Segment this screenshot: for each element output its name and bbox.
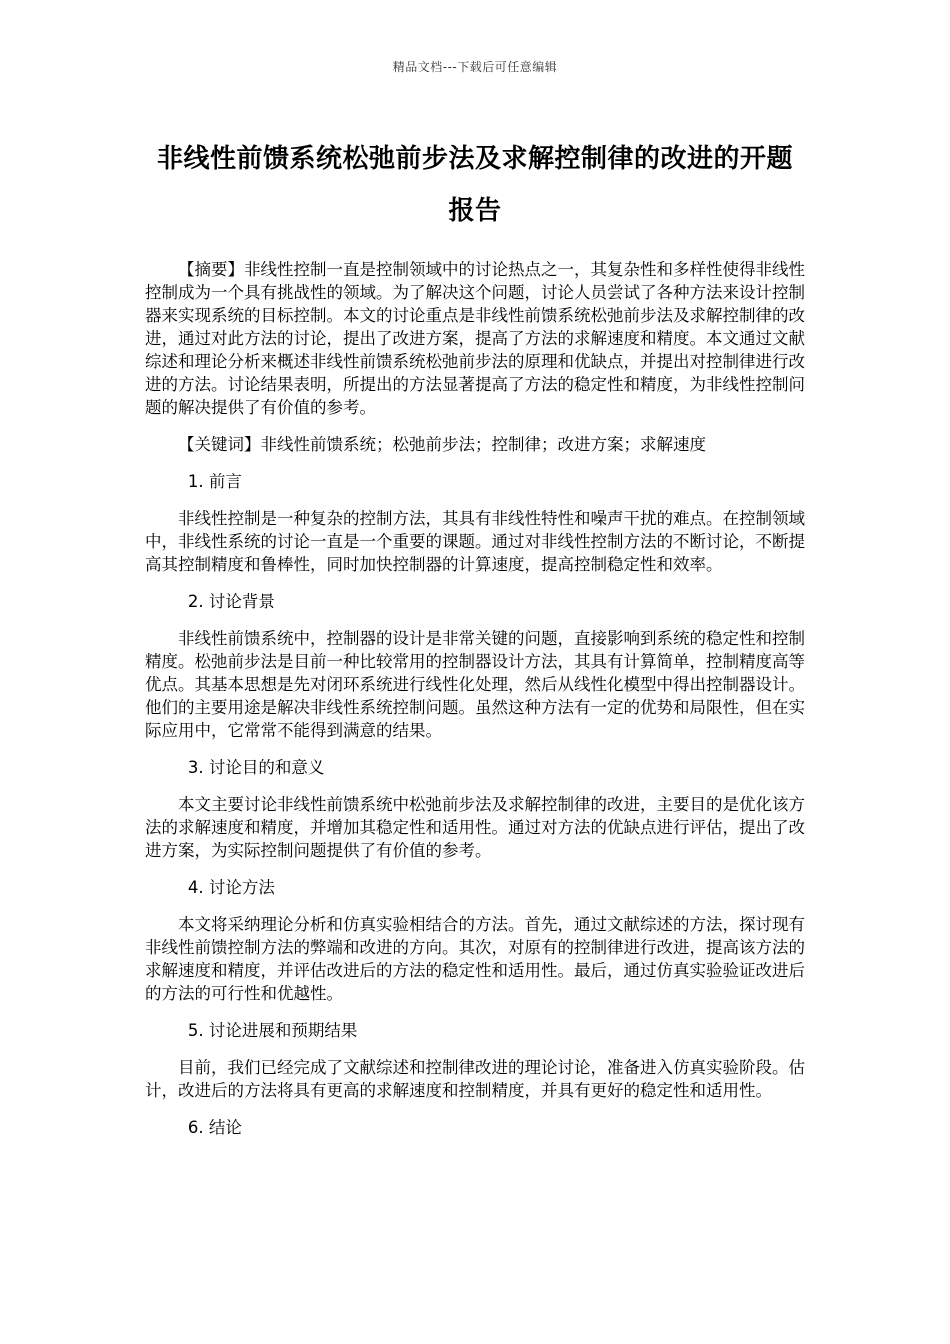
section-text-progress: 目前，我们已经完成了文献综述和控制律改进的理论讨论，准备进入仿真实验阶段。估计，改进后的方法将具有更高的求解速度和控制精度，并具有更好的稳定性和适用性。 bbox=[145, 1058, 805, 1100]
section-text-method: 本文将采纳理论分析和仿真实验相结合的方法。首先，通过文献综述的方法，探讨现有非线性前馈控制方法的弊端和改进的方向。其次，对原有的控制律进行改进，提高该方法的求解速度和精度，并评估改进后的方法的稳定性和适用性。最后，通过仿真实验验证改进后的方法的可行性和优越性。 bbox=[145, 915, 805, 1003]
section-heading-purpose: 3. 讨论目的和意义 bbox=[187, 758, 325, 777]
document-title: 非线性前馈系统松弛前步法及求解控制律的改进的开题报告 bbox=[156, 144, 793, 226]
section-heading-intro: 1. 前言 bbox=[187, 472, 242, 491]
section-text-intro: 非线性控制是一种复杂的控制方法，其具有非线性特性和噪声干扰的难点。在控制领域中，非线性系统的讨论一直是一个重要的课题。通过对非线性控制方法的不断讨论，不断提高其控制精度和鲁棒性，同时加快控制器的计算速度，提高控制稳定性和效率。 bbox=[145, 509, 805, 574]
section-text-background: 非线性前馈系统中，控制器的设计是非常关键的问题，直接影响到系统的稳定性和控制精度。松弛前步法是目前一种比较常用的控制器设计方法，其具有计算简单，控制精度高等优点。其基本思想是先对闭环系统进行线性化处理，然后从线性化模型中得出控制器设计。他们的主要用途是解决非线性系统控制问题。虽然这种方法有一定的优势和局限性，但在实际应用中，它常常不能得到满意的结果。 bbox=[145, 629, 805, 740]
section-heading-method: 4. 讨论方法 bbox=[187, 878, 275, 897]
section-heading-background: 2. 讨论背景 bbox=[187, 592, 275, 611]
keywords-line: 【关键词】非线性前馈系统；松弛前步法；控制律；改进方案；求解速度 bbox=[178, 435, 706, 454]
header-note: 精品文档---下载后可任意编辑 bbox=[392, 60, 558, 74]
section-text-purpose: 本文主要讨论非线性前馈系统中松弛前步法及求解控制律的改进，主要目的是优化该方法的求解速度和精度，并增加其稳定性和适用性。通过对方法的优缺点进行评估，提出了改进方案，为实际控制问题提供了有价值的参考。 bbox=[145, 795, 805, 860]
abstract-paragraph: 【摘要】非线性控制一直是控制领域中的讨论热点之一，其复杂性和多样性使得非线性控制成为一个具有挑战性的领域。为了解决这个问题，讨论人员尝试了各种方法来设计控制器来实现系统的目标控制。本文的讨论重点是非线性前馈系统松弛前步法及求解控制律的改进，通过对此方法的讨论，提出了改进方案，提高了方法的求解速度和精度。本文通过文献综述和理论分析来概述非线性前馈系统松弛前步法的原理和优缺点，并提出对控制律进行改进的方法。讨论结果表明，所提出的方法显著提高了方法的稳定性和精度，为非线性控制问题的解决提供了有价值的参考。 bbox=[145, 260, 805, 417]
section-heading-progress: 5. 讨论进展和预期结果 bbox=[187, 1021, 358, 1040]
document-body bbox=[145, 258, 805, 1153]
section-heading-conclusion: 6. 结论 bbox=[187, 1118, 242, 1137]
